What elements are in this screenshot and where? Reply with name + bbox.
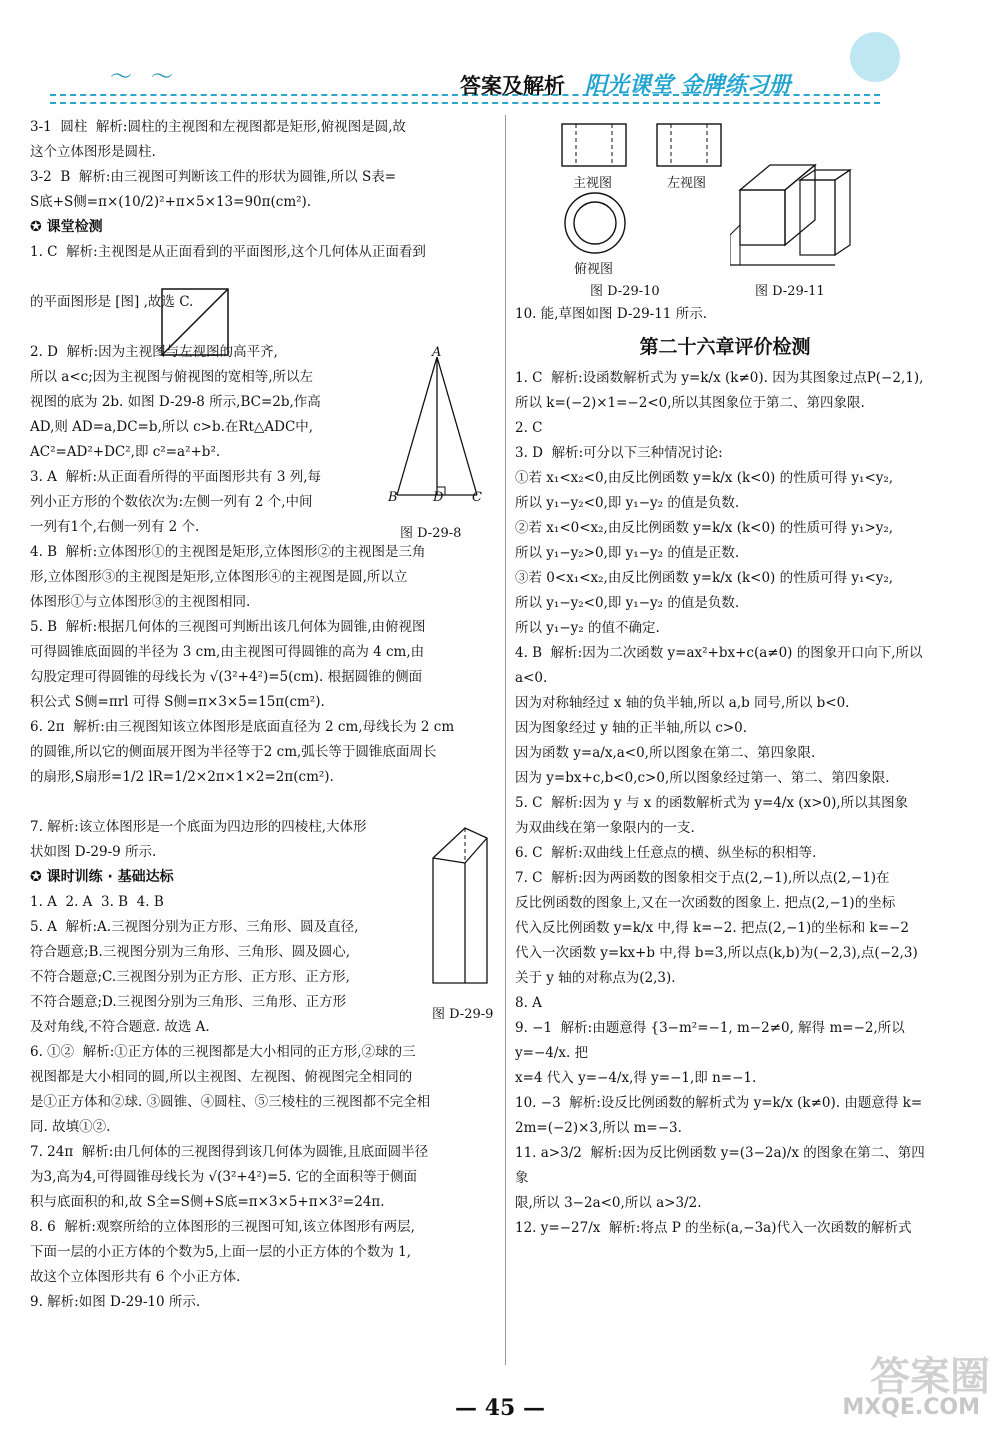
right-line: 10. −3 解析:设反比例函数的解析式为 y=k/x (k≠0). 由题意得 k= — [515, 1095, 923, 1111]
right-line: 因为函数 y=a/x,a<0,所以图象在第二、第四象限. — [515, 745, 816, 761]
left-line: 6. 2π 解析:由三视图知该立体图形是底面直径为 2 cm,母线长为 2 cm — [30, 719, 455, 735]
side-view-figure — [655, 122, 725, 170]
left-line: 3. A 解析:从正面看所得的平面图形共有 3 列,每 — [30, 469, 322, 485]
left-line — [30, 315, 500, 340]
left-line: 3-2 B 解析:由三视图可判断该工件的形状为圆锥,所以 S表= — [30, 169, 397, 185]
left-line: 积与底面积的和,故 S全=S侧+S底=π×3×5+π×3²=24π. — [30, 1194, 385, 1210]
right-line: 限,所以 3−2a<0,所以 a>3/2. — [515, 1195, 702, 1211]
right-answers — [515, 366, 935, 1241]
right-line: ②若 x₁<0<x₂,由反比例函数 y=k/x (k<0) 的性质可得 y₁>y₂, — [515, 520, 894, 536]
left-line: 4. B 解析:立体图形①的主视图是矩形,立体图形②的主视图是三角 — [30, 544, 426, 560]
watermark-logo: 答案圈 — [870, 1354, 990, 1400]
square-diagonal-figure — [160, 287, 230, 357]
right-line: 2. C — [515, 420, 543, 436]
right-line: 4. B 解析:因为二次函数 y=ax²+bx+c(a≠0) 的图象开口向下,所以 — [515, 645, 923, 661]
left-line: 7. 24π 解析:由几何体的三视图得到该几何体为圆锥,且底面圆半径 — [30, 1144, 429, 1160]
triangle-figure — [385, 345, 495, 545]
left-line: AC²=AD²+DC²,即 c²=a²+b². — [30, 444, 221, 460]
left-line: S底+S侧=π×(10/2)²+π×5×13=90π(cm²). — [30, 194, 312, 210]
right-line: ③若 0<x₁<x₂,由反比例函数 y=k/x (k<0) 的性质可得 y₁<y₂, — [515, 570, 894, 586]
watermark-url: MXQE.COM — [842, 1395, 980, 1420]
caption-d-29-10: 图 D-29-10 — [590, 284, 660, 299]
left-line: 不符合题意;D.三视图分别为三角形、三角形、正方形 — [30, 994, 347, 1010]
front-view-label: 主视图 — [573, 176, 613, 191]
left-line: 所以 a<c;因为主视图与俯视图的宽相等,所以左 — [30, 369, 314, 385]
sun-decoration — [850, 32, 900, 82]
left-line: 符合题意;B.三视图分别为三角形、三角形、圆及圆心, — [30, 944, 351, 960]
left-line: 这个立体图形是圆柱. — [30, 144, 156, 160]
right-line: 为双曲线在第一象限内的一支. — [515, 820, 695, 836]
left-line: 1. A 2. A 3. B 4. B — [30, 894, 164, 910]
left-line: 积公式 S侧=πrl 可得 S侧=π×3×5=15π(cm²). — [30, 694, 325, 710]
right-line: 8. A — [515, 995, 542, 1011]
right-line: 2m=(−2)×3,所以 m=−3. — [515, 1120, 682, 1136]
right-line: 代入反比例函数 y=k/x 中,得 k=−2. 把点(2,−1)的坐标和 k=−2 — [515, 920, 909, 936]
left-line: 8. 6 解析:观察所给的立体图形的三视图可知,该立体图形有两层, — [30, 1219, 415, 1235]
right-line: 3. D 解析:可分以下三种情况讨论: — [515, 445, 723, 461]
left-line: 1. C 解析:主视图是从正面看到的平面图形,这个几何体从正面看到 — [30, 244, 426, 260]
left-line: 的平面图形是 [图] ,故选 C. — [30, 294, 194, 310]
left-line: 2. D 解析:因为主视图与左视图的高平齐, — [30, 344, 278, 360]
header-title: 答案及解析 — [460, 74, 565, 98]
prism-figure — [425, 818, 495, 998]
left-line: 7. 解析:该立体图形是一个底面为四边形的四棱柱,大体形 — [30, 819, 367, 835]
left-line: 9. 解析:如图 D-29-10 所示. — [30, 1294, 201, 1310]
right-line: 1. C 解析:设函数解析式为 y=k/x (k≠0). 因为其图象过点P(−2,1), — [515, 370, 924, 386]
left-line: 形,立体图形③的主视图是矩形,立体图形④的主视图是圆,所以立 — [30, 569, 408, 585]
label-B: B — [388, 490, 398, 505]
left-line: ✪ 课时训练 · 基础达标 — [30, 869, 174, 885]
left-line: 故这个立体图形共有 6 个小正方体. — [30, 1269, 241, 1285]
left-line: 可得圆锥底面圆的半径为 3 cm,由主视图可得圆锥的高为 4 cm,由 — [30, 644, 425, 660]
left-line: 6. ①② 解析:①正方体的三视图都是大小相同的正方形,②球的三 — [30, 1044, 416, 1060]
left-line: 的圆锥,所以它的侧面展开图为半径等于2 cm,弧长等于圆锥底面周长 — [30, 744, 437, 760]
chapter-title: 第二十六章评价检测 — [639, 336, 811, 358]
left-line: 状如图 D-29-9 所示. — [30, 844, 157, 860]
left-line: 视图的底为 2b. 如图 D-29-8 所示,BC=2b,作高 — [30, 394, 321, 410]
label-D: D — [433, 490, 444, 505]
right-line: 代入一次函数 y=kx+b 中,得 b=3,所以点(k,b)为(−2,3),点(−2,3) — [515, 945, 918, 961]
page-number: — 45 — — [455, 1395, 545, 1421]
left-line: 是①正方体和②球. ③圆锥、④圆柱、⑤三棱柱的三视图都不完全相 — [30, 1094, 431, 1110]
caption-d-29-9: 图 D-29-9 — [432, 1007, 494, 1022]
right-line: 反比例函数的图象上,又在一次函数的图象上. 把点(2,−1)的坐标 — [515, 895, 896, 911]
top-view-label: 俯视图 — [574, 262, 614, 277]
right-line: 7. C 解析:因为两函数的图象相交于点(2,−1),所以点(2,−1)在 — [515, 870, 890, 886]
right-line: 11. a>3/2 解析:因为反比例函数 y=(3−2a)/x 的图象在第二、第四象 — [515, 1145, 925, 1186]
left-line: 列小正方形的个数依次为:左侧一列有 2 个,中间 — [30, 494, 313, 510]
right-line: x=4 代入 y=−4/x,得 y=−1,即 n=−1. — [515, 1070, 757, 1086]
right-line: 9. −1 解析:由题意得 {3−m²=−1, m−2≠0, 解得 m=−2,所以 y=−4/x. 把 — [515, 1020, 910, 1061]
label-C: C — [472, 490, 482, 505]
caption-d-29-8: 图 D-29-8 — [400, 526, 462, 541]
left-line: 的扇形,S扇形=1/2 lR=1/2×2π×1×2=2π(cm²). — [30, 769, 334, 785]
top-view-figure — [560, 188, 630, 258]
left-line: 视图都是大小相同的圆,所以主视图、左视图、俯视图完全相同的 — [30, 1069, 413, 1085]
right-line: a<0. — [515, 670, 548, 686]
right-line: 12. y=−27/x 解析:将点 P 的坐标(a,−3a)代入一次函数的解析式 — [515, 1220, 912, 1236]
left-line: 下面一层的小正方体的个数为5,上面一层的小正方体的个数为 1, — [30, 1244, 412, 1260]
front-view-figure — [560, 122, 630, 170]
right-column — [515, 302, 935, 1241]
right-line: 所以 k=(−2)×1=−2<0,所以其图象位于第二、第四象限. — [515, 395, 865, 411]
left-line — [30, 790, 500, 815]
right-line: 所以 y₁−y₂ 的值不确定. — [515, 620, 660, 636]
right-line: 因为图象经过 y 轴的正半轴,所以 c>0. — [515, 720, 748, 736]
left-line: 一列有1个,右侧一列有 2 个. — [30, 519, 200, 535]
left-line: 5. A 解析:A.三视图分别为正方形、三角形、圆及直径, — [30, 919, 359, 935]
left-line: AD,则 AD=a,DC=b,所以 c>b.在Rt△ADC中, — [30, 419, 314, 435]
label-A: A — [432, 345, 442, 360]
left-column — [30, 115, 500, 1315]
left-line: 体图形①与立体图形③的主视图相同. — [30, 594, 251, 610]
left-line: 及对角线,不符合题意. 故选 A. — [30, 1019, 210, 1035]
left-line: 3-1 圆柱 解析:圆柱的主视图和左视图都是矩形,俯视图是圆,故 — [30, 119, 407, 135]
left-line — [30, 265, 500, 290]
side-view-label: 左视图 — [667, 176, 707, 191]
column-divider — [505, 115, 506, 1365]
left-line: 同. 故填①②. — [30, 1119, 111, 1135]
left-line: 不符合题意;C.三视图分别为正方形、正方形、正方形, — [30, 969, 350, 985]
right-line: 因为 y=bx+c,b<0,c>0,所以图象经过第一、第二、第四象限. — [515, 770, 890, 786]
left-line: ✪ 课堂检测 — [30, 219, 103, 235]
right-line: 所以 y₁−y₂<0,即 y₁−y₂ 的值是负数. — [515, 495, 740, 511]
right-line: ①若 x₁<x₂<0,由反比例函数 y=k/x (k<0) 的性质可得 y₁<y₂, — [515, 470, 894, 486]
caption-d-29-11: 图 D-29-11 — [755, 284, 825, 299]
left-line: 5. B 解析:根据几何体的三视图可判断出该几何体为圆锥,由俯视图 — [30, 619, 426, 635]
left-line: 勾股定理可得圆锥的母线长为 √(3²+4²)=5(cm). 根据圆锥的侧面 — [30, 669, 423, 685]
cube-sketch-figure — [730, 145, 860, 275]
right-line: 5. C 解析:因为 y 与 x 的函数解析式为 y=4/x (x>0),所以其图象 — [515, 795, 909, 811]
right-line: 6. C 解析:双曲线上任意点的横、纵坐标的积相等. — [515, 845, 817, 861]
page-header — [40, 60, 940, 106]
right-line: 因为对称轴经过 x 轴的负半轴,所以 a,b 同号,所以 b<0. — [515, 695, 850, 711]
right-line: 所以 y₁−y₂>0,即 y₁−y₂ 的值是正数. — [515, 545, 740, 561]
birds-decoration: 〜 〜 — [110, 65, 179, 90]
right-intro-line: 10. 能,草图如图 D-29-11 所示. — [515, 306, 707, 322]
left-line: 为3,高为4,可得圆锥母线长为 √(3²+4²)=5. 它的全面积等于侧面 — [30, 1169, 417, 1185]
right-line: 所以 y₁−y₂<0,即 y₁−y₂ 的值是负数. — [515, 595, 740, 611]
header-brand: 阳光课堂 金牌练习册 — [585, 73, 791, 98]
right-line: 关于 y 轴的对称点为(2,3). — [515, 970, 676, 986]
